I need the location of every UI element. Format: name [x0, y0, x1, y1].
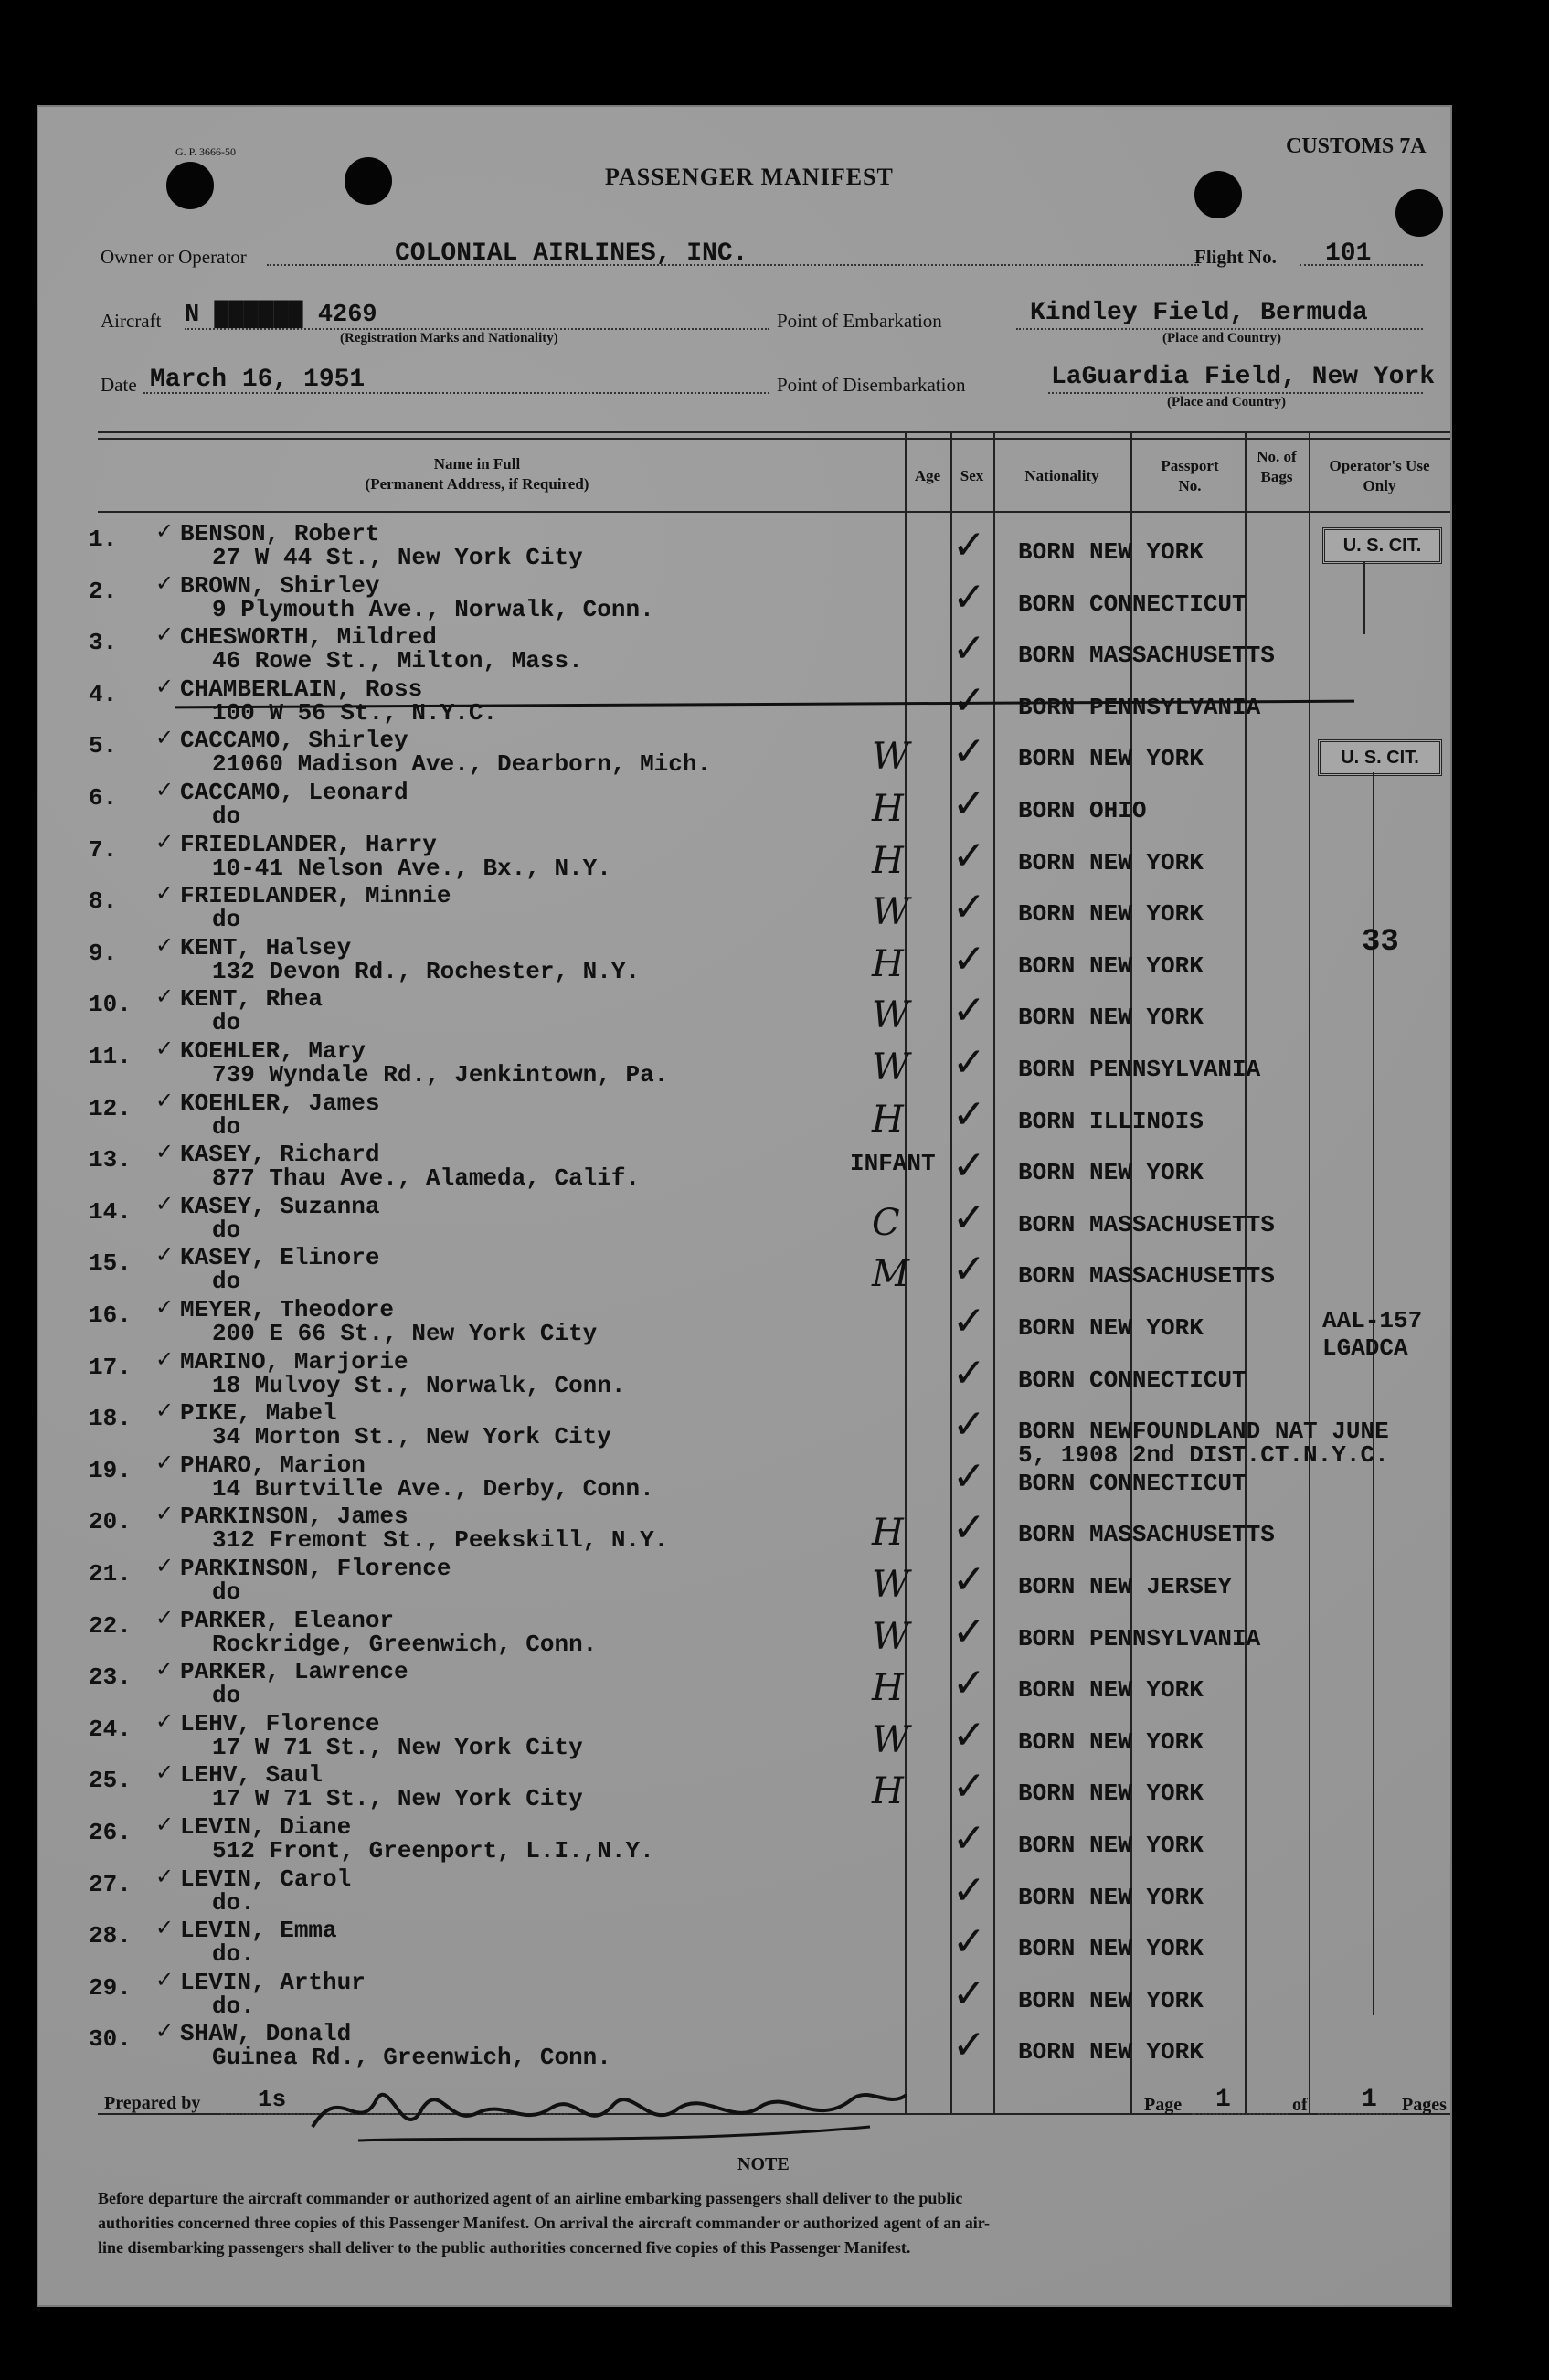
tick-mark-icon: ✓: [155, 2018, 175, 2044]
tick-mark-icon: ✓: [155, 1708, 175, 1734]
passenger-address: 512 Front, Greenport, L.I.,N.Y.: [212, 1837, 654, 1865]
tick-mark-icon: ✓: [155, 1036, 175, 1061]
passenger-address: do.: [212, 1889, 255, 1917]
passenger-address: 17 W 71 St., New York City: [212, 1734, 583, 1761]
note-line: line disembarking passengers shall deliver to the public authorities concerned five copies of this Passenger Manifest.: [98, 2238, 911, 2257]
row-number: 19.: [89, 1457, 132, 1484]
header-sex: Sex: [960, 467, 984, 484]
column-rule: [993, 431, 995, 2113]
note-text: [98, 2186, 1450, 2260]
customs-label: CUSTOMS 7A: [1286, 134, 1427, 158]
dotted-line: [1192, 2113, 1288, 2115]
passenger-address: do: [212, 1578, 241, 1606]
punch-hole: [345, 157, 392, 205]
row-number: 9.: [89, 940, 118, 967]
flight-label: Flight No.: [1194, 246, 1277, 268]
row-number: 28.: [89, 1922, 132, 1950]
passenger-name: BROWN, Shirley: [180, 572, 380, 600]
page-number: 1: [1215, 2086, 1231, 2114]
tick-mark-icon: ✓: [155, 570, 175, 596]
passenger-name: FRIEDLANDER, Harry: [180, 831, 437, 858]
page-total: 1: [1362, 2086, 1377, 2114]
tick-mark-icon: ✓: [155, 1553, 175, 1578]
nationality-value: BORN NEW YORK: [1018, 538, 1204, 566]
passenger-name: LEVIN, Carol: [180, 1865, 352, 1893]
nationality-value: BORN CONNECTICUT: [1018, 1470, 1247, 1497]
passenger-address: Guinea Rd., Greenwich, Conn.: [212, 2044, 611, 2071]
row-number: 18.: [89, 1405, 132, 1432]
tick-mark-icon: ✓: [155, 674, 175, 699]
nationality-value: BORN NEW YORK: [1018, 1832, 1204, 1859]
row-number: 29.: [89, 1974, 132, 2002]
nationality-value: BORN NEWFOUNDLAND NAT JUNE: [1018, 1418, 1389, 1445]
passenger-address: do: [212, 1682, 241, 1709]
us-citizen-stamp: U. S. CIT.: [1318, 739, 1442, 776]
disembarkation-sublabel: (Place and Country): [1167, 395, 1286, 409]
owner-value: COLONIAL AIRLINES, INC.: [395, 239, 748, 268]
passenger-name: PARKINSON, Florence: [180, 1555, 451, 1582]
passenger-address: do: [212, 1009, 241, 1036]
row-number: 22.: [89, 1612, 132, 1640]
passenger-name: KENT, Halsey: [180, 934, 352, 962]
nationality-value: BORN NEW YORK: [1018, 1676, 1204, 1704]
passenger-address: do: [212, 1217, 241, 1244]
checkmark-icon: ✓: [952, 1142, 986, 1189]
tick-mark-icon: ✓: [155, 880, 175, 906]
table-top-rule: [98, 438, 1450, 440]
passenger-name: LEVIN, Diane: [180, 1813, 352, 1841]
note-line: Before departure the aircraft commander or authorized agent of an airline embarking passengers shall deliver to the public: [98, 2189, 963, 2207]
checkmark-icon: ✓: [952, 1660, 986, 1706]
dotted-line: [1016, 328, 1423, 330]
header-bags: No. of Bags: [1257, 448, 1297, 485]
nationality-value: BORN NEW YORK: [1018, 952, 1204, 980]
passenger-address: 132 Devon Rd., Rochester, N.Y.: [212, 958, 641, 985]
operator-note: LGADCA: [1322, 1334, 1408, 1362]
row-number: 12.: [89, 1095, 132, 1122]
tick-mark-icon: ✓: [155, 1294, 175, 1320]
checkmark-icon: ✓: [952, 1195, 986, 1241]
row-number: 1.: [89, 526, 118, 553]
nationality-value: BORN PENNSYLVANIA: [1018, 1056, 1261, 1083]
checkmark-icon: ✓: [952, 936, 986, 983]
sex-mark: W: [872, 994, 910, 1036]
sex-mark: H: [872, 840, 904, 882]
nationality-value: BORN NEW YORK: [1018, 1935, 1204, 1962]
tick-mark-icon: ✓: [155, 518, 175, 544]
row-number: 5.: [89, 732, 118, 760]
row-number: 14.: [89, 1198, 132, 1226]
checkmark-icon: ✓: [952, 1091, 986, 1138]
embarkation-sublabel: (Place and Country): [1162, 331, 1281, 345]
row-number: 15.: [89, 1249, 132, 1277]
nationality-value: BORN OHIO: [1018, 797, 1147, 824]
nationality-value: BORN MASSACHUSETTS: [1018, 1262, 1275, 1290]
tick-mark-icon: ✓: [155, 1501, 175, 1526]
date-label: Date: [101, 374, 137, 396]
note-title: NOTE: [737, 2154, 790, 2174]
tick-mark-icon: ✓: [155, 1397, 175, 1423]
passenger-name: LEVIN, Emma: [180, 1917, 337, 1944]
checkmark-icon: ✓: [952, 1504, 986, 1551]
passenger-name: PHARO, Marion: [180, 1451, 366, 1479]
row-number: 6.: [89, 784, 118, 812]
dotted-line: [1318, 2113, 1400, 2115]
sex-mark: H: [872, 788, 904, 830]
page-title: PASSENGER MANIFEST: [605, 164, 894, 190]
tick-mark-icon: ✓: [155, 1242, 175, 1268]
nationality-note: 5, 1908 2nd DIST.CT.N.Y.C.: [1018, 1441, 1389, 1469]
checkmark-icon: ✓: [952, 781, 986, 827]
sex-mark: H: [872, 1667, 904, 1709]
checkmark-icon: ✓: [952, 574, 986, 621]
nationality-value: BORN NEW JERSEY: [1018, 1573, 1233, 1600]
checkmark-icon: ✓: [952, 1971, 986, 2017]
checkmark-icon: ✓: [952, 1712, 986, 1758]
passenger-address: 877 Thau Ave., Alameda, Calif.: [212, 1164, 641, 1192]
signature: [303, 2072, 943, 2154]
passenger-name: KASEY, Suzanna: [180, 1193, 380, 1220]
sex-mark: W: [872, 736, 910, 778]
nationality-value: BORN NEW YORK: [1018, 1884, 1204, 1911]
checkmark-icon: ✓: [952, 1039, 986, 1086]
passenger-name: LEHV, Florence: [180, 1710, 380, 1737]
row-number: 2.: [89, 578, 118, 605]
passenger-name: LEVIN, Arthur: [180, 1969, 366, 1996]
checkmark-icon: ✓: [952, 728, 986, 775]
passenger-address: do: [212, 1268, 241, 1295]
tick-mark-icon: ✓: [155, 983, 175, 1009]
checkmark-icon: ✓: [952, 625, 986, 672]
checkmark-icon: ✓: [952, 1609, 986, 1655]
passenger-name: CACCAMO, Shirley: [180, 727, 408, 754]
passenger-address: 14 Burtville Ave., Derby, Conn.: [212, 1475, 654, 1503]
passenger-name: BENSON, Robert: [180, 520, 380, 547]
sex-mark: H: [872, 1770, 904, 1812]
passenger-address: Rockridge, Greenwich, Conn.: [212, 1631, 598, 1658]
sex-mark: H: [872, 1512, 904, 1554]
table-top-rule: [98, 431, 1450, 433]
checkmark-icon: ✓: [952, 1453, 986, 1500]
header-operator: Operator's Use Only: [1329, 457, 1430, 494]
tick-mark-icon: ✓: [155, 777, 175, 802]
nationality-value: BORN NEW YORK: [1018, 1004, 1204, 1031]
nationality-value: BORN CONNECTICUT: [1018, 590, 1247, 618]
bags-total: 33: [1362, 925, 1399, 960]
tick-mark-icon: ✓: [155, 622, 175, 647]
aircraft-label: Aircraft: [101, 310, 162, 332]
aircraft-sublabel: (Registration Marks and Nationality): [340, 331, 558, 345]
checkmark-icon: ✓: [952, 2022, 986, 2068]
form-code: G. P. 3666-50: [175, 145, 237, 158]
tick-mark-icon: ✓: [155, 1139, 175, 1164]
tick-mark-icon: ✓: [155, 1088, 175, 1113]
tick-mark-icon: ✓: [155, 1915, 175, 1940]
passenger-name: FRIEDLANDER, Minnie: [180, 882, 451, 909]
embarkation-value: Kindley Field, Bermuda: [1030, 299, 1368, 327]
tick-mark-icon: ✓: [155, 1759, 175, 1785]
passenger-address: 10-41 Nelson Ave., Bx., N.Y.: [212, 855, 611, 882]
checkmark-icon: ✓: [952, 1298, 986, 1344]
operator-note: AAL-157: [1322, 1307, 1423, 1334]
date-value: March 16, 1951: [150, 366, 366, 394]
row-number: 10.: [89, 991, 132, 1018]
tick-mark-icon: ✓: [155, 1967, 175, 1992]
row-number: 7.: [89, 836, 118, 864]
sex-mark: W: [872, 1564, 910, 1606]
passenger-name: KOEHLER, Mary: [180, 1037, 366, 1065]
row-number: 13.: [89, 1146, 132, 1174]
passenger-address: 739 Wyndale Rd., Jenkintown, Pa.: [212, 1061, 669, 1089]
row-number: 24.: [89, 1716, 132, 1743]
row-number: 21.: [89, 1560, 132, 1588]
nationality-value: BORN MASSACHUSETTS: [1018, 642, 1275, 669]
passenger-name: CHAMBERLAIN, Ross: [180, 675, 423, 703]
passenger-address: 312 Fremont St., Peekskill, N.Y.: [212, 1526, 669, 1554]
row-number: 25.: [89, 1767, 132, 1794]
sex-mark: INFANT: [850, 1150, 936, 1177]
aircraft-value: N ██████ 4269: [185, 302, 377, 329]
operator-bracket-line: [1363, 561, 1365, 634]
checkmark-icon: ✓: [952, 1350, 986, 1397]
row-number: 16.: [89, 1302, 132, 1329]
disembarkation-value: LaGuardia Field, New York: [1051, 363, 1436, 391]
checkmark-icon: ✓: [952, 1867, 986, 1914]
passenger-name: PARKER, Lawrence: [180, 1658, 408, 1685]
tick-mark-icon: ✓: [155, 725, 175, 750]
prepared-by-value: 1s: [258, 2086, 287, 2113]
sex-mark: H: [872, 1099, 904, 1141]
passenger-name: PARKER, Eleanor: [180, 1607, 395, 1634]
passenger-name: MEYER, Theodore: [180, 1296, 395, 1323]
header-name-label: Name in Full: [433, 455, 521, 473]
passenger-name: SHAW, Donald: [180, 2020, 352, 2047]
passenger-address: 18 Mulvoy St., Norwalk, Conn.: [212, 1372, 626, 1399]
header-name-sublabel: (Permanent Address, if Required): [365, 475, 589, 493]
nationality-value: BORN NEW YORK: [1018, 1987, 1204, 2014]
checkmark-icon: ✓: [952, 1557, 986, 1603]
nationality-value: BORN NEW YORK: [1018, 2038, 1204, 2066]
row-number: 26.: [89, 1819, 132, 1846]
row-number: 8.: [89, 887, 118, 915]
checkmark-icon: ✓: [952, 1763, 986, 1810]
passenger-address: 100 W 56 St., N.Y.C.: [212, 699, 498, 727]
header-bottom-rule: [98, 511, 1450, 513]
nationality-value: BORN NEW YORK: [1018, 1728, 1204, 1756]
disembarkation-label: Point of Disembarkation: [777, 374, 966, 396]
sex-mark: W: [872, 1616, 910, 1658]
passenger-address: 9 Plymouth Ave., Norwalk, Conn.: [212, 596, 654, 623]
checkmark-icon: ✓: [952, 884, 986, 930]
passenger-address: 46 Rowe St., Milton, Mass.: [212, 647, 583, 675]
page-label: Page: [1144, 2095, 1183, 2115]
row-number: 27.: [89, 1871, 132, 1898]
row-number: 20.: [89, 1508, 132, 1535]
passenger-name: MARINO, Marjorie: [180, 1348, 408, 1376]
embarkation-label: Point of Embarkation: [777, 310, 942, 332]
row-number: 17.: [89, 1354, 132, 1381]
passenger-address: do: [212, 802, 241, 830]
row-number: 3.: [89, 629, 118, 656]
checkmark-icon: ✓: [952, 833, 986, 879]
of-label: of: [1292, 2095, 1308, 2115]
sex-mark: W: [872, 1719, 910, 1761]
tick-mark-icon: ✓: [155, 1605, 175, 1631]
tick-mark-icon: ✓: [155, 1191, 175, 1217]
punch-hole: [1194, 171, 1242, 218]
pages-label: Pages: [1402, 2095, 1447, 2115]
sex-mark: M: [872, 1253, 909, 1295]
checkmark-icon: ✓: [952, 1401, 986, 1448]
owner-label: Owner or Operator: [101, 246, 247, 268]
nationality-value: BORN CONNECTICUT: [1018, 1366, 1247, 1394]
row-number: 4.: [89, 681, 118, 708]
us-citizen-stamp: U. S. CIT.: [1322, 527, 1442, 564]
passenger-address: do: [212, 1113, 241, 1141]
passenger-address: 200 E 66 St., New York City: [212, 1320, 598, 1347]
tick-mark-icon: ✓: [155, 932, 175, 958]
tick-mark-icon: ✓: [155, 1656, 175, 1682]
nationality-value: BORN MASSACHUSETTS: [1018, 1211, 1275, 1238]
prepared-by-label: Prepared by: [104, 2093, 201, 2113]
passenger-address: 17 W 71 St., New York City: [212, 1785, 583, 1812]
nationality-value: BORN MASSACHUSETTS: [1018, 1521, 1275, 1548]
nationality-value: BORN NEW YORK: [1018, 1314, 1204, 1342]
sex-mark: W: [872, 1047, 910, 1089]
tick-mark-icon: ✓: [155, 1864, 175, 1889]
tick-mark-icon: ✓: [155, 829, 175, 855]
sex-mark: C: [872, 1202, 900, 1244]
nationality-value: BORN NEW YORK: [1018, 745, 1204, 772]
nationality-value: BORN PENNSYLVANIA: [1018, 1625, 1261, 1652]
passenger-name: KASEY, Richard: [180, 1141, 380, 1168]
passenger-address: do.: [212, 1992, 255, 2020]
passenger-name: KOEHLER, James: [180, 1089, 380, 1117]
row-number: 11.: [89, 1043, 132, 1070]
row-number: 30.: [89, 2025, 132, 2053]
checkmark-icon: ✓: [952, 1918, 986, 1965]
nationality-value: BORN NEW YORK: [1018, 1159, 1204, 1186]
passenger-address: 27 W 44 St., New York City: [212, 544, 583, 571]
checkmark-icon: ✓: [952, 1246, 986, 1292]
passenger-name: PARKINSON, James: [180, 1503, 408, 1530]
flight-value: 101: [1325, 239, 1372, 268]
checkmark-icon: ✓: [952, 1815, 986, 1862]
passenger-name: CACCAMO, Leonard: [180, 779, 408, 806]
checkmark-icon: ✓: [952, 522, 986, 568]
tick-mark-icon: ✓: [155, 1346, 175, 1372]
nationality-value: BORN NEW YORK: [1018, 900, 1204, 928]
header-passport: Passport No.: [1161, 457, 1219, 494]
nationality-value: BORN NEW YORK: [1018, 1780, 1204, 1807]
checkmark-icon: ✓: [952, 677, 986, 724]
passenger-address: 21060 Madison Ave., Dearborn, Mich.: [212, 750, 712, 778]
tick-mark-icon: ✓: [155, 1450, 175, 1475]
header-name: [221, 454, 733, 494]
row-number: 23.: [89, 1663, 132, 1691]
passenger-name: LEHV, Saul: [180, 1761, 324, 1789]
tick-mark-icon: ✓: [155, 1812, 175, 1837]
passenger-name: PIKE, Mabel: [180, 1399, 337, 1427]
passenger-address: 34 Morton St., New York City: [212, 1423, 611, 1450]
nationality-value: BORN ILLINOIS: [1018, 1108, 1204, 1135]
passenger-address: do: [212, 906, 241, 933]
punch-hole: [166, 162, 214, 209]
column-rule: [1309, 431, 1310, 2113]
note-line: authorities concerned three copies of this Passenger Manifest. On arrival the aircraft commander or authorized agent of an air-: [98, 2214, 991, 2232]
header-nationality: Nationality: [1024, 467, 1099, 484]
sex-mark: H: [872, 943, 904, 985]
nationality-value: BORN PENNSYLVANIA: [1018, 694, 1261, 721]
passenger-name: KENT, Rhea: [180, 985, 324, 1013]
punch-hole: [1395, 189, 1443, 237]
sex-mark: W: [872, 891, 910, 933]
dotted-line: [1048, 392, 1423, 394]
checkmark-icon: ✓: [952, 987, 986, 1034]
nationality-value: BORN NEW YORK: [1018, 849, 1204, 877]
header-age: Age: [914, 467, 941, 484]
passenger-name: KASEY, Elinore: [180, 1244, 380, 1271]
passenger-address: do.: [212, 1940, 255, 1968]
manifest-page: [37, 105, 1452, 2307]
passenger-name: CHESWORTH, Mildred: [180, 623, 437, 651]
